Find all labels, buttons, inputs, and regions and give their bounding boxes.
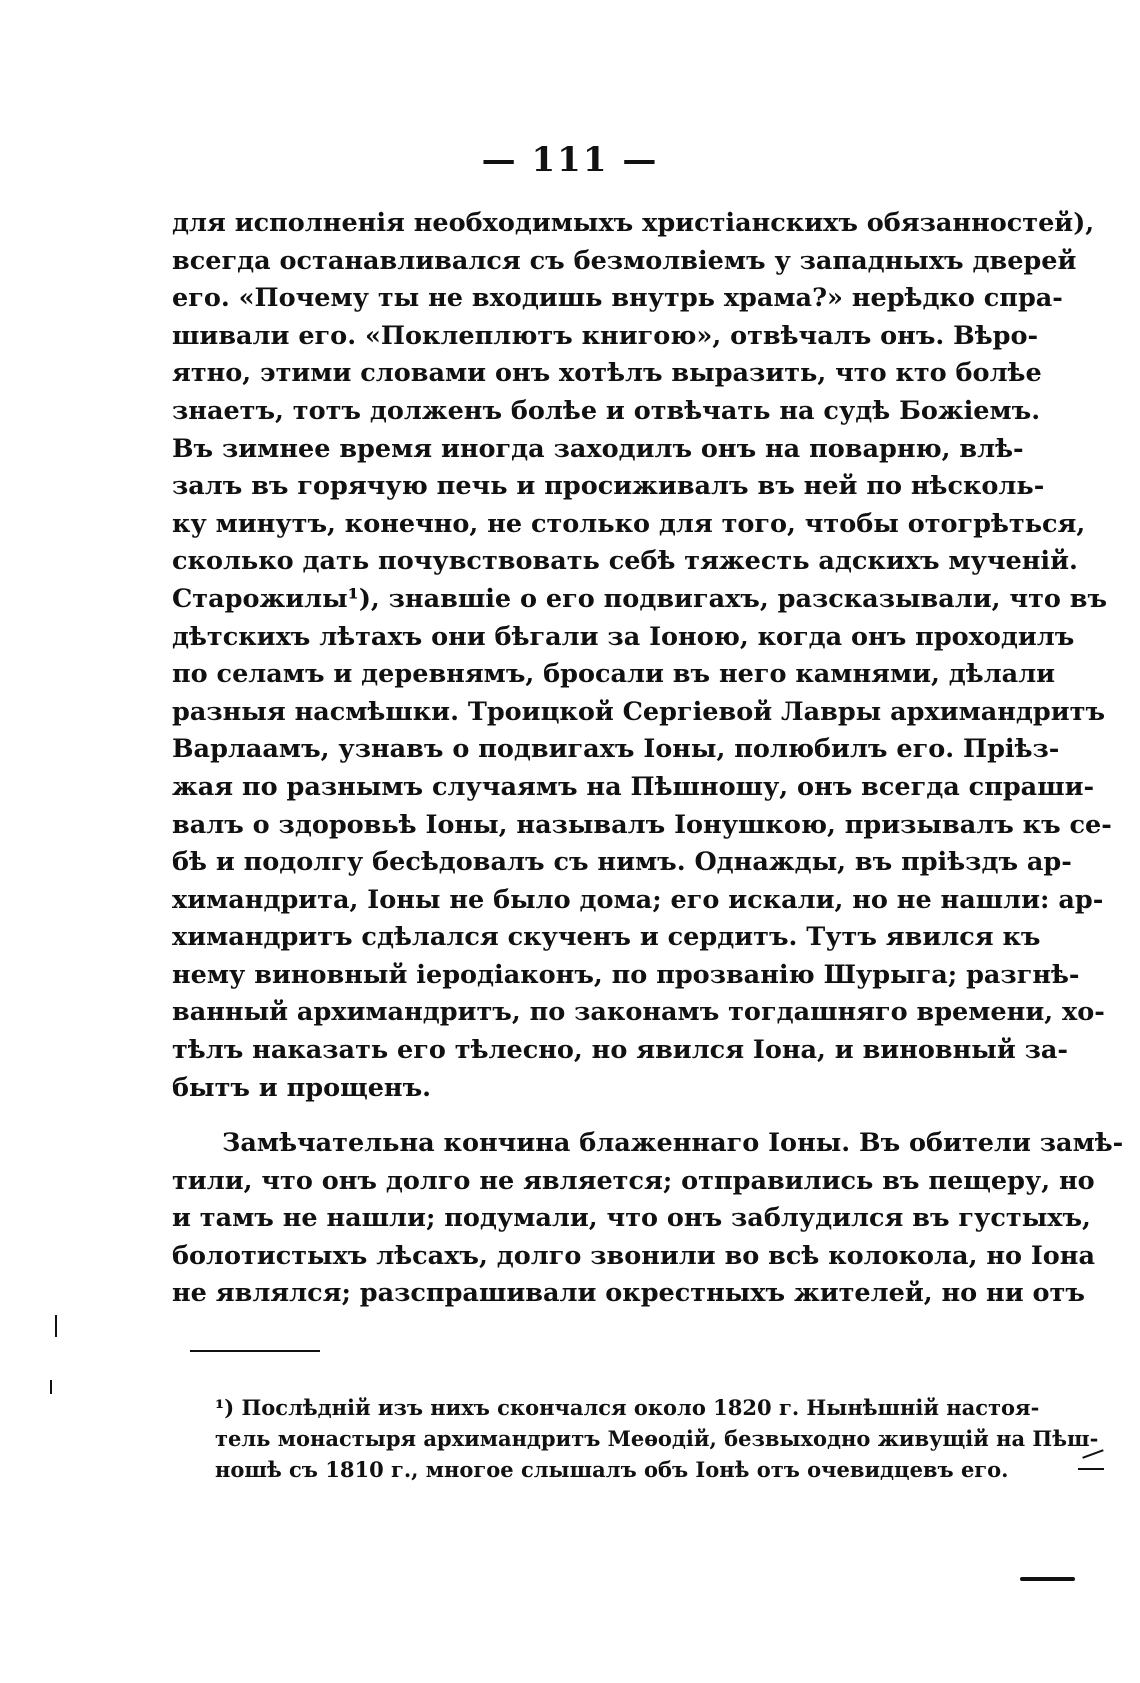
text-line: по селамъ и деревнямъ, бросали въ него камнями, дѣлали — [172, 659, 1056, 690]
footnote-line: ношѣ съ 1810 г., многое слышалъ объ Іонѣ отъ очевидцевъ его. — [215, 1457, 1009, 1482]
text-line: и тамъ не нашли; подумали, что онъ заблудился въ густыхъ, — [172, 1203, 1091, 1234]
text-line: Старожилы¹), знавшіе о его подвигахъ, разсказывали, что въ — [172, 583, 1108, 614]
text-line: не являлся; разспрашивали окрестныхъ жителей, но ни отъ — [172, 1278, 1085, 1309]
text-line: ку минутъ, конечно, не столько для того, чтобы отогрѣться, — [172, 508, 1086, 539]
text-line: Варлаамъ, узнавъ о подвигахъ Іоны, полюбилъ его. Пріѣз- — [172, 734, 1060, 765]
text-line: для исполненія необходимыхъ христіанскихъ обязанностей), — [172, 208, 1095, 238]
text-line: химандритъ сдѣлался скученъ и сердитъ. Тутъ явился къ — [172, 922, 1041, 953]
text-line: нему виновный іеродіаконъ, по прозванію Шурыга; разгнѣ- — [172, 959, 1080, 990]
text-line: Въ зимнее время иногда заходилъ онъ на поварню, влѣ- — [172, 433, 1024, 464]
text-line: дѣтскихъ лѣтахъ они бѣгали за Іоною, когда онъ проходилъ — [172, 621, 1075, 652]
paragraph-2 — [172, 1125, 1124, 1313]
text-line: бѣ и подолгу бесѣдовалъ съ нимъ. Однажды, въ пріѣздъ ар- — [172, 847, 1072, 878]
text-line: сколько дать почувствовать себѣ тяжесть адскихъ мученій. — [172, 546, 1078, 577]
text-line: знаетъ, тотъ долженъ болѣе и отвѣчать на судѣ Божіемъ. — [172, 395, 1041, 426]
text-line: его. «Почему ты не входишь внутрь храма?» нерѣдко спра- — [172, 283, 1063, 314]
footnote — [215, 1392, 1099, 1485]
text-line: тѣлъ наказать его тѣлесно, но явился Іона, и виновный за- — [172, 1035, 1069, 1066]
text-line: жая по разнымъ случаямъ на Пѣшношу, онъ всегда спраши- — [172, 771, 1095, 802]
footnote-divider — [190, 1350, 320, 1352]
text-line: бытъ и прощенъ. — [172, 1072, 432, 1103]
scan-artifact — [50, 1380, 52, 1394]
scan-artifact — [1078, 1468, 1104, 1470]
footnote-line: ¹) Послѣдній изъ нихъ скончался около 1820 г. Нынѣшній настоя- — [215, 1395, 1040, 1420]
text-line: ванный архимандритъ, по законамъ тогдашняго времени, хо- — [172, 997, 1105, 1028]
page-number: — 111 — — [481, 140, 659, 180]
text-line: валъ о здоровьѣ Іоны, называлъ Іонушкою, призывалъ къ се- — [172, 809, 1112, 840]
text-line: химандрита, Іоны не было дома; его искали, но не нашли: ар- — [172, 884, 1104, 915]
footnote-line: тель монастыря архимандритъ Меѳодій, безвыходно живущій на Пѣш- — [215, 1426, 1099, 1451]
text-line: всегда останавливался съ безмолвіемъ у западныхъ дверей — [172, 245, 1077, 276]
scan-artifact — [1020, 1577, 1075, 1581]
text-line: Замѣчательна кончина блаженнаго Іоны. Въ обители замѣ- — [222, 1128, 1124, 1158]
text-line: ятно, этими словами онъ хотѣлъ выразить, что кто болѣе — [172, 358, 1042, 389]
text-line: разныя насмѣшки. Троицкой Сергіевой Лавры архимандритъ — [172, 696, 1106, 727]
paragraph-1 — [172, 205, 1112, 1107]
text-line: тили, что онъ долго не является; отправились въ пещеру, но — [172, 1165, 1095, 1196]
text-line: залъ въ горячую печь и просиживалъ въ ней по нѣсколь- — [172, 471, 1045, 502]
text-line: шивали его. «Поклеплютъ книгою», отвѣчалъ онъ. Вѣро- — [172, 320, 1039, 351]
scan-artifact — [55, 1315, 57, 1337]
text-line: болотистыхъ лѣсахъ, долго звонили во всѣ колокола, но Іона — [172, 1240, 1095, 1271]
